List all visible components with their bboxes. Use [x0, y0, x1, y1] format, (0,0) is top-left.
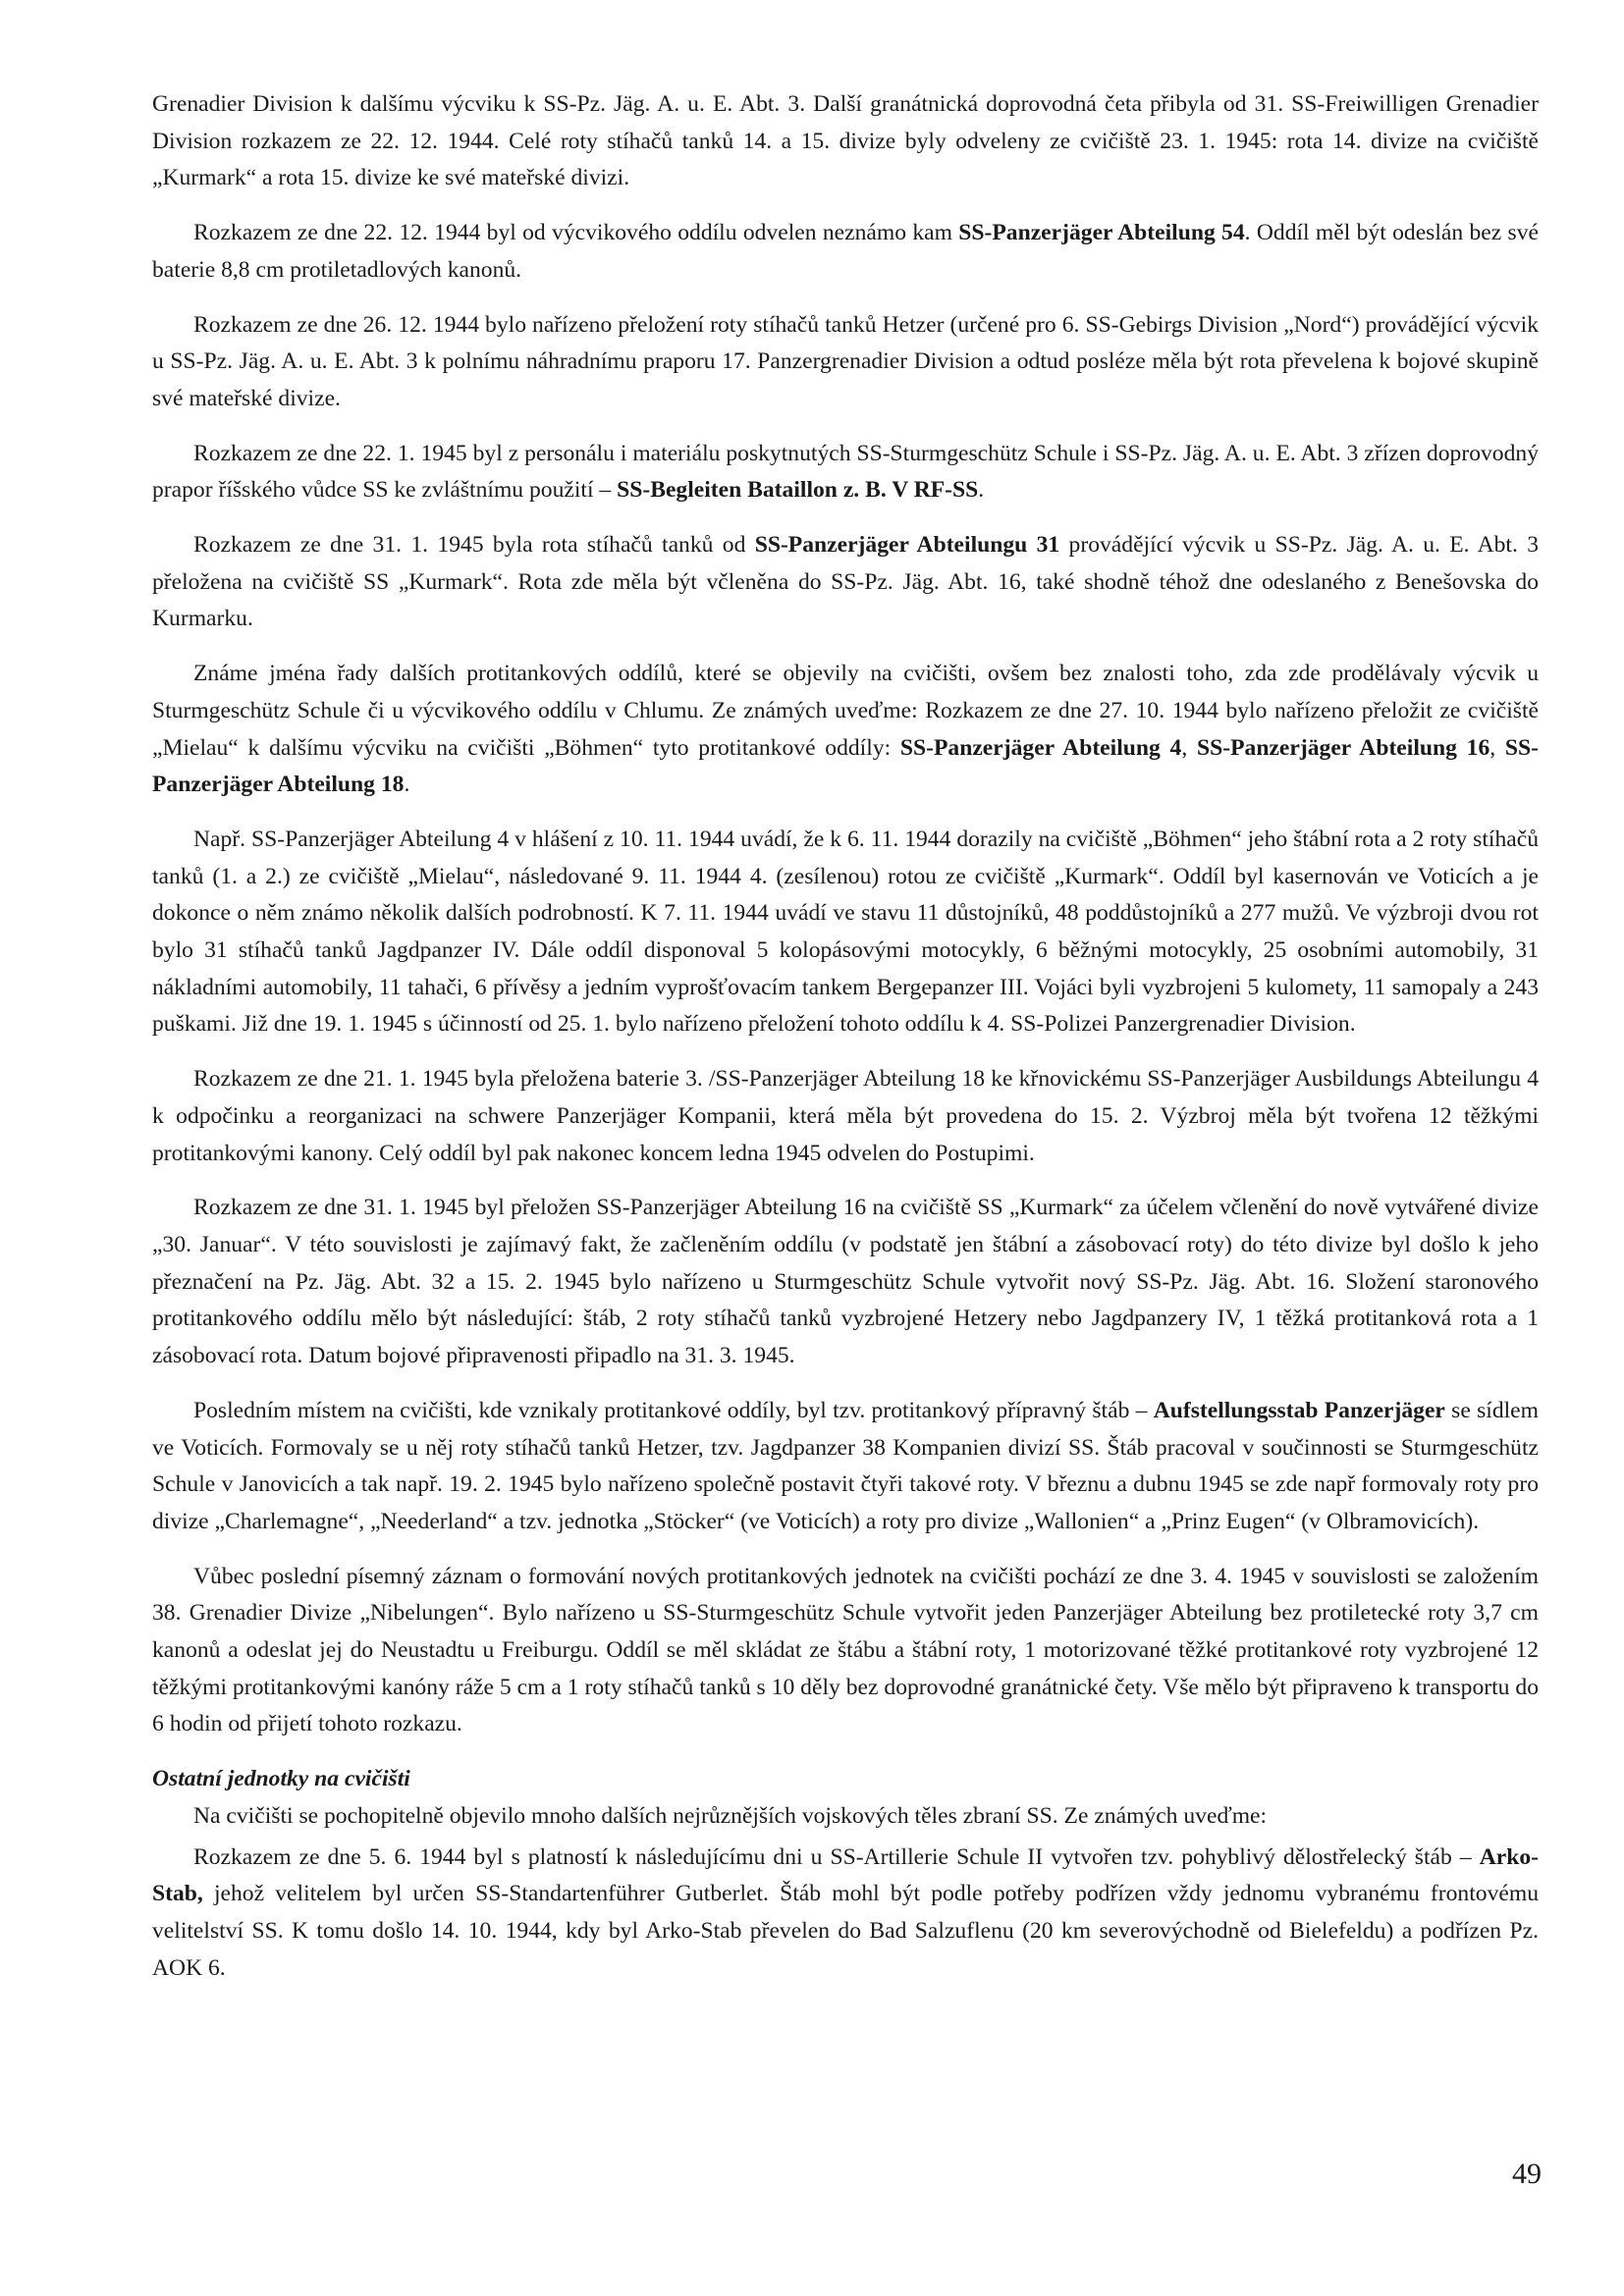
text-run: , — [1489, 734, 1505, 761]
text-run: , — [1181, 734, 1198, 761]
text-run: Grenadier Division k dalšímu výcviku k SS-Pz. Jäg. A. u. E. Abt. 3. Další granátnická doprovodná četa přibyla od 31. SS-Freiwilligen Grenadier Division rozkazem ze 22. 12. 1944. Celé roty stíhačů tanků 14. a 15. divize byly odveleny ze cvičiště 23. 1. 1945: rota 14. divize na cvičiště „Kurmark“ a rota 15. divize ke své mateřské divizi. — [152, 91, 1539, 191]
paragraph — [152, 656, 1539, 804]
paragraph — [152, 527, 1539, 638]
text-run: Rozkazem ze dne 26. 12. 1944 bylo nařízeno přeložení roty stíhačů tanků Hetzer (určené pro 6. SS-Gebirgs Division „Nord“) provádějící výcvik u SS-Pz. Jäg. A. u. E. Abt. 3 k polnímu náhradnímu praporu 17. Panzergrenadier Division a odtud posléze měla být rota převelena k bojové skupině své mateřské divize. — [152, 311, 1539, 411]
body-text — [152, 86, 1539, 1743]
paragraph — [152, 307, 1539, 418]
text-run: Rozkazem ze dne 5. 6. 1944 byl s platností k následujícímu dni u SS-Artillerie Schule II vytvořen tzv. pohyblivý dělostřelecký štáb – — [193, 1843, 1480, 1870]
section-intro: Na cvičišti se pochopitelně objevilo mnoho dalších nejrůznějších vojskových těles zbraní SS. Ze známých uveďme: — [193, 1802, 1268, 1829]
text-run: . — [978, 477, 985, 504]
text-run: Posledním místem na cvičišti, kde vznikaly protitankové oddíly, byl tzv. protitankový přípravný štáb – — [193, 1397, 1154, 1423]
text-run: . Oddíl měl být odeslán bez své baterie 8,8 cm protiletadlových kanonů. — [152, 220, 1539, 283]
paragraph — [152, 1190, 1539, 1375]
paragraph — [152, 436, 1539, 509]
text-run: provádějící výcvik u SS-Pz. Jäg. A. u. E. Abt. 3 přeložena na cvičiště SS „Kurmark“. Rota zde měla být včleněna do SS-Pz. Jäg. Abt. 16, také shodně téhož dne odeslaného z Benešovska do Kurmarku. — [152, 532, 1540, 632]
page-number: 49 — [1512, 2158, 1542, 2190]
paragraph — [152, 1559, 1539, 1744]
paragraph — [152, 1393, 1539, 1541]
paragraph — [152, 822, 1539, 1043]
text-run: Rozkazem ze dne 21. 1. 1945 byla přeložena baterie 3. /SS-Panzerjäger Abteilung 18 ke křnovickému SS-Panzerjäger Ausbildungs Abteilungu 4 k odpočinku a reorganizaci na schwere Panzerjäger Kompanii, která měla být provedena do 15. 2. Výzbroj měla být tvořena 12 těžkými protitankovými kanony. Celý oddíl byl pak nakonec koncem ledna 1945 odvelen do Postupimi. — [152, 1066, 1539, 1166]
text-run: Rozkazem ze dne 22. 12. 1944 byl od výcvikového oddílu odvelen neznámo kam — [193, 220, 959, 246]
text-run: Známe jména řady dalších protitankových oddílů, které se objevily na cvičišti, ovšem bez znalosti toho, zda zde prodělávaly výcvik u Sturmgeschütz Schule či u výcvikového oddílu v Chlumu. Ze známých uveďme: Rozkazem ze dne 27. 10. 1944 bylo nařízeno přeložit ze cvičiště „Mielau“ k dalšímu výcviku na cvičišti „Böhmen“ tyto protitankové oddíly: — [152, 661, 1539, 761]
text-run: . — [404, 772, 410, 798]
text-run: Rozkazem ze dne 31. 1. 1945 byl přeložen SS-Panzerjäger Abteilung 16 na cvičiště SS „Kurmark“ za účelem včlenění do nově vytvářené divize „30. Januar“. V této souvislosti je zajímavý fakt, že začleněním oddílu (v podstatě jen štábní a zásobovací roty) do této divize byl došlo k jeho přeznačení na Pz. Jäg. Abt. 32 a 15. 2. 1945 bylo nařízeno u Sturmgeschütz Schule vytvořit nový SS-Pz. Jäg. Abt. 16. Složení staronového protitankového oddílu mělo být následující: štáb, 2 roty stíhačů tanků vyzbrojené Hetzery nebo Jagdpanzery IV, 1 těžká protitanková rota a 1 zásobovací rota. Datum bojové připravenosti připadlo na 31. 3. 1945. — [152, 1195, 1539, 1369]
text-run: jehož velitelem byl určen SS-Standartenführer Gutberlet. Štáb mohl být podle potřeby podřízen vždy jednomu vybranému frontovému velitelství SS. K tomu došlo 14. 10. 1944, kdy byl Arko-Stab převelen do Bad Salzuflenu (20 km severovýchodně od Bielefeldu) a podřízen Pz. AOK 6. — [152, 1881, 1539, 1981]
paragraph — [152, 86, 1539, 197]
section-body-text — [152, 1840, 1539, 1988]
page-body — [152, 86, 1539, 2004]
text-run: Vůbec poslední písemný záznam o formování nových protitankových jednotek na cvičišti pochází ze dne 3. 4. 1945 v souvislosti se založením 38. Grenadier Divize „Nibelungen“. Bylo nařízeno u SS-Sturmgeschütz Schule vytvořit jeden Panzerjäger Abteilung bez protiletecké roty 3,7 cm kanonů a odeslat jej do Neustadtu u Freiburgu. Oddíl se měl skládat ze štábu a štábní roty, 1 motorizované těžké protitankové roty vyzbrojené 12 těžkými protitankovými kanóny ráže 5 cm a 1 roty stíhačů tanků s 10 děly bez doprovodné granátnické čety. Vše mělo být připraveno k transportu do 6 hodin od přijetí tohoto rozkazu. — [152, 1563, 1539, 1737]
text-run: Např. SS-Panzerjäger Abteilung 4 v hlášení z 10. 11. 1944 uvádí, že k 6. 11. 1944 dorazily na cvičiště „Böhmen“ jeho štábní rota a 2 roty stíhačů tanků (1. a 2.) ze cvičiště „Mielau“, následované 9. 11. 1944 4. (zesílenou) rotou ze cvičiště „Kurmark“. Oddíl byl kasernován ve Voticích a je dokonce o něm známo několik dalších podrobností. K 7. 11. 1944 uvádí ve stavu 11 důstojníků, 48 poddůstojníků a 277 mužů. Ve výzbroji dvou rot bylo 31 stíhačů tanků Jagdpanzer IV. Dále oddíl disponoval 5 kolopásovými motocykly, 6 běžnými motocykly, 25 osobními automobily, 31 nákladními automobily, 11 tahači, 6 přívěsy a jedním vyprošťovacím tankem Bergepanzer III. Vojáci byli vyzbrojeni 5 kulomety, 11 samopaly a 243 puškami. Již dne 19. 1. 1945 s účinností od 25. 1. bylo nařízeno přeložení tohoto oddílu k 4. SS-Polizei Panzergrenadier Division. — [152, 826, 1539, 1038]
text-run: Rozkazem ze dne 31. 1. 1945 byla rota stíhačů tanků od — [193, 532, 755, 559]
text-run: Rozkazem ze dne 22. 1. 1945 byl z personálu i materiálu poskytnutých SS-Sturmgeschütz Schule i SS-Pz. Jäg. A. u. E. Abt. 3 zřízen doprovodný prapor říšského vůdce SS ke zvláštnímu použití – — [152, 440, 1539, 504]
bold-text: Arko-Stab, — [152, 1843, 1539, 1907]
bold-text: SS-Begleiten Bataillon z. B. V RF-SS — [617, 477, 979, 504]
bold-text: Aufstellungsstab Panzerjäger — [1153, 1397, 1445, 1423]
bold-text: SS-Panzerjäger Abteilung 4 — [899, 734, 1182, 761]
paragraph — [152, 1061, 1539, 1172]
paragraph — [152, 1840, 1539, 1988]
bold-text: SS-Panzerjäger Abteilung 18 — [152, 734, 1540, 798]
bold-text: SS-Panzerjäger Abteilung 54 — [958, 220, 1245, 246]
section-heading: Ostatní jednotky na cvičišti — [152, 1766, 410, 1792]
bold-text: SS-Panzerjäger Abteilung 16 — [1197, 734, 1490, 761]
text-run: se sídlem ve Voticích. Formovaly se u něj roty stíhačů tanků Hetzer, tzv. Jagdpanzer 38 Kompanien divizí SS. Štáb pracoval v součinnosti se Sturmgeschütz Schule v Janovicích a tak např. 19. 2. 1945 bylo nařízeno společně postavit čtyři takové roty. V březnu a dubnu 1945 se zde např formovaly roty pro divize „Charlemagne“, „Neederland“ a tzv. jednotka „Stöcker“ (ve Voticích) a roty pro divize „Wallonien“ a „Prinz Eugen“ (v Olbramovicích). — [152, 1397, 1539, 1534]
paragraph — [152, 215, 1539, 289]
bold-text: SS-Panzerjäger Abteilungu 31 — [754, 532, 1060, 559]
